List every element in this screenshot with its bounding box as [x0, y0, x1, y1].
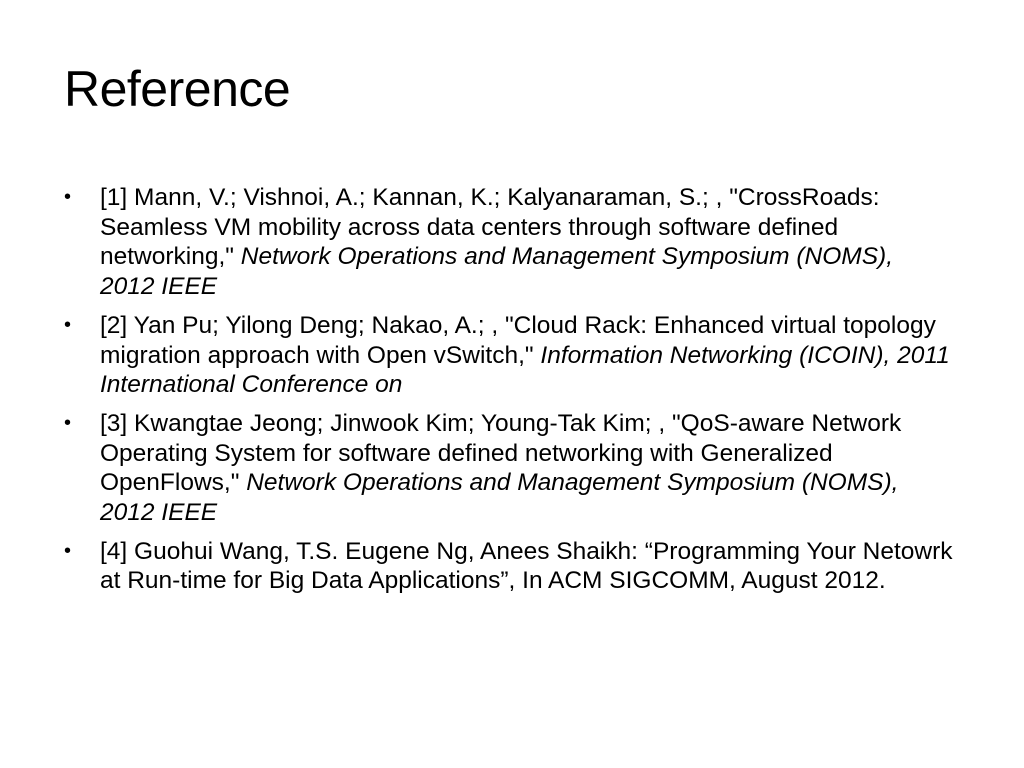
bullet-icon: •	[64, 186, 72, 208]
reference-item	[64, 183, 954, 302]
bullet-icon: •	[64, 539, 72, 562]
reference-text: [2] Yan Pu; Yilong Deng; Nakao, A.; , "Cloud Rack: Enhanced virtual topology migration approach with Open vSwitch,"	[100, 311, 936, 369]
reference-text: [1] Mann, V.; Vishnoi, A.; Kannan, K.; Kalyanaraman, S.; , "CrossRoads: Seamless VM mobility across data centers through software defined networking,"	[100, 184, 880, 271]
reference-item	[64, 537, 954, 596]
reference-text: [4] Guohui Wang, T.S. Eugene Ng, Anees Shaikh: “Programming Your Netowrk at Run-time for Big Data Applications”, In ACM SIGCOMM, August 2012.	[100, 537, 953, 595]
bullet-icon: •	[64, 313, 72, 336]
reference-venue: Network Operations and Management Symposium (NOMS), 2012 IEEE	[100, 243, 894, 301]
reference-item	[64, 409, 954, 528]
reference-venue: Network Operations and Management Symposium (NOMS), 2012 IEEE	[100, 469, 899, 527]
reference-text: [3] Kwangtae Jeong; Jinwook Kim; Young-Tak Kim; , "QoS-aware Network Operating System for software defined networking with Generalized OpenFlows,"	[100, 409, 902, 497]
reference-venue: Information Networking (ICOIN), 2011 International Conference on	[100, 341, 950, 399]
reference-item	[64, 311, 954, 400]
reference-list	[64, 183, 954, 605]
bullet-icon: •	[64, 411, 72, 434]
slide-title: Reference	[64, 61, 291, 117]
